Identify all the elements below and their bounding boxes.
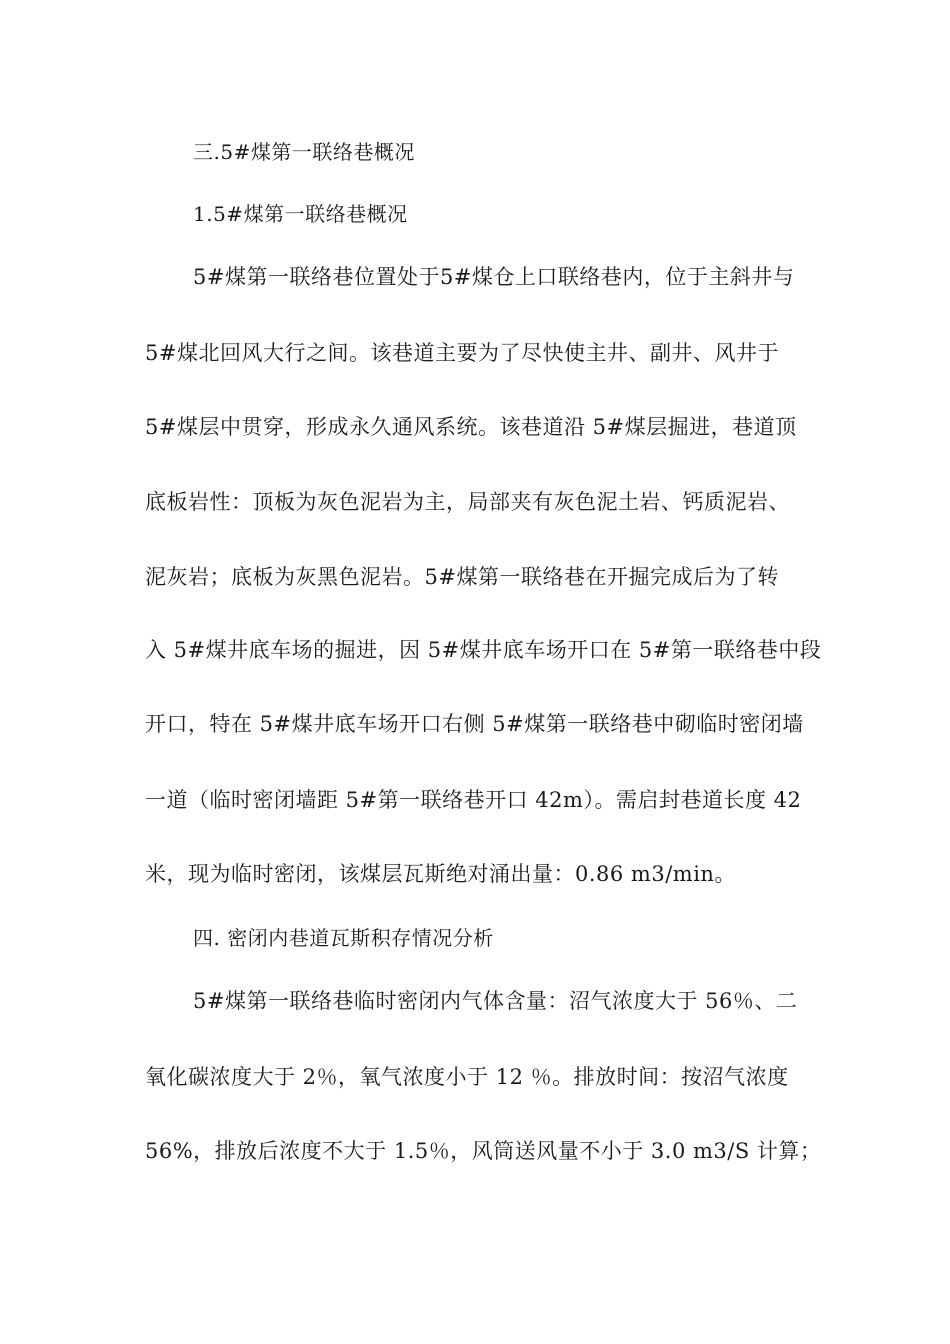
paragraph-1-line: 5#煤第一联络巷位置处于5#煤仓上口联络巷内，位于主斜井与 [193,265,795,289]
paragraph-1-line: 底板岩性：顶板为灰色泥岩为主，局部夹有灰色泥土岩、钙质泥岩、 [145,490,790,514]
paragraph-1-line: 5#煤北回风大行之间。该巷道主要为了尽快使主井、副井、风井于 [145,341,779,365]
paragraph-2-line: 56%，排放后浓度不大于 1.5％，风筒送风量不小于 3.0 m3/S 计算； [145,1139,822,1163]
subsection-1-heading: 1.5#煤第一联络巷概况 [193,202,408,226]
section-4-heading: 四. 密闭内巷道瓦斯积存情况分析 [193,926,494,950]
paragraph-1-line: 开口，特在 5#煤井底车场开口右侧 5#煤第一联络巷中砌临时密闭墙 [145,712,804,736]
paragraph-2-line: 氧化碳浓度大于 2％，氧气浓度小于 12 ％。排放时间：按沼气浓度 [145,1065,789,1089]
paragraph-1-line: 5#煤层中贯穿，形成永久通风系统。该巷道沿 5#煤层掘进，巷道顶 [145,415,797,439]
paragraph-1-line: 泥灰岩；底板为灰黑色泥岩。5#煤第一联络巷在开掘完成后为了转 [145,565,779,589]
paragraph-1-line: 米，现为临时密闭，该煤层瓦斯绝对涌出量：0.86 m3/min。 [145,862,736,886]
section-3-heading: 三.5#煤第一联络巷概况 [193,140,415,164]
paragraph-1-line: 一道（临时密闭墙距 5#第一联络巷开口 42m）。需启封巷道长度 42 [145,788,802,812]
paragraph-2-line: 5#煤第一联络巷临时密闭内气体含量：沼气浓度大于 56％、二 [193,989,798,1013]
paragraph-1-line: 入 5#煤井底车场的掘进，因 5#煤井底车场开口在 5#第一联络巷中段 [145,638,822,662]
